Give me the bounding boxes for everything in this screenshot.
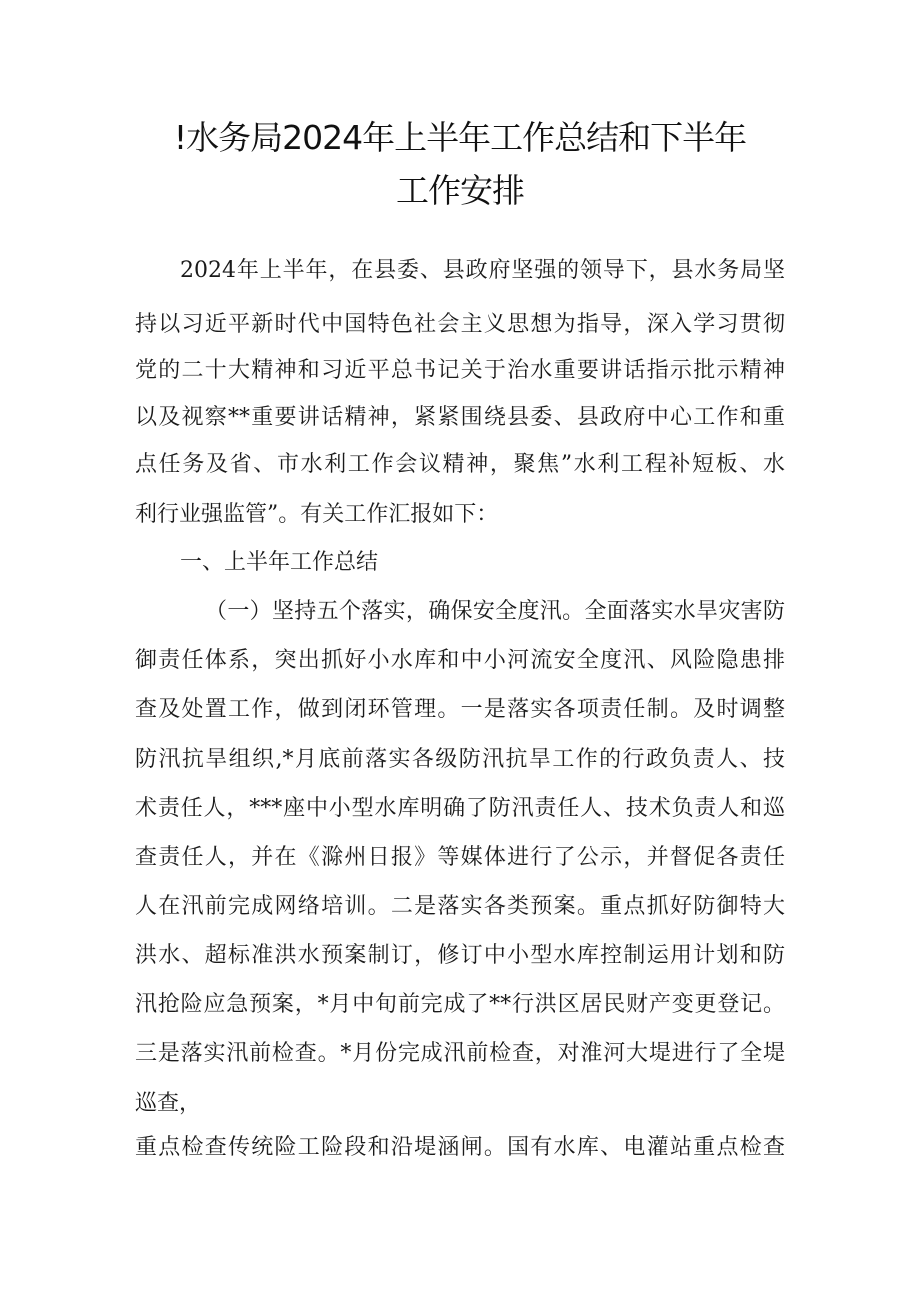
body-line: 巡查， — [135, 1091, 202, 1116]
body-line: 利行业强监管”。有关工作汇报如下： — [135, 502, 499, 527]
body-line: 防汛抗旱组织,*月底前落实各级防汛抗旱工作的行政负责人、技 — [135, 747, 785, 772]
document-title-line-1: !水务局2024年上半年工作总结和下半年 — [173, 118, 747, 157]
body-line: 人在汛前完成网络培训。二是落实各类预案。重点抓好防御特大 — [135, 894, 785, 919]
body-line: 持以习近平新时代中国特色社会主义思想为指导，深入学习贯彻 — [135, 312, 785, 337]
body-line: 点任务及省、市水利工作会议精神，聚焦”水利工程补短板、水 — [135, 452, 785, 477]
section-heading: 一、上半年工作总结 — [180, 550, 379, 575]
body-line: 御责任体系，突出抓好小水库和中小河流安全度汛、风险隐患排 — [135, 648, 785, 673]
body-line: 党的二十大精神和习近平总书记关于治水重要讲话指示批示精神 — [135, 358, 785, 383]
body-line: 查责任人，并在《滁州日报》等媒体进行了公示，并督促各责任 — [135, 845, 785, 870]
body-line: 查及处置工作，做到闭环管理。一是落实各项责任制。及时调整 — [135, 697, 785, 722]
body-line: 洪水、超标准洪水预案制订，修订中小型水库控制运用计划和防 — [135, 943, 785, 968]
body-line: 2024年上半年，在县委、县政府坚强的领导下，县水务局坚 — [180, 258, 785, 283]
document-title-line-2: 工作安排 — [396, 171, 524, 210]
body-line: 三是落实汛前检查。*月份完成汛前检查，对淮河大堤进行了全堤 — [135, 1041, 785, 1066]
body-line: 以及视察**重要讲话精神，紧紧围绕县委、县政府中心工作和重 — [135, 405, 785, 430]
body-line: 汛抢险应急预案，*月中旬前完成了**行洪区居民财产变更登记。 — [135, 992, 785, 1017]
body-line: （一）坚持五个落实，确保安全度汛。全面落实水旱灾害防 — [205, 599, 785, 624]
body-line: 术责任人，***座中小型水库明确了防汛责任人、技术负责人和巡 — [135, 796, 785, 821]
body-line: 重点检查传统险工险段和沿堤涵闸。国有水库、电灌站重点检查 — [135, 1135, 785, 1160]
